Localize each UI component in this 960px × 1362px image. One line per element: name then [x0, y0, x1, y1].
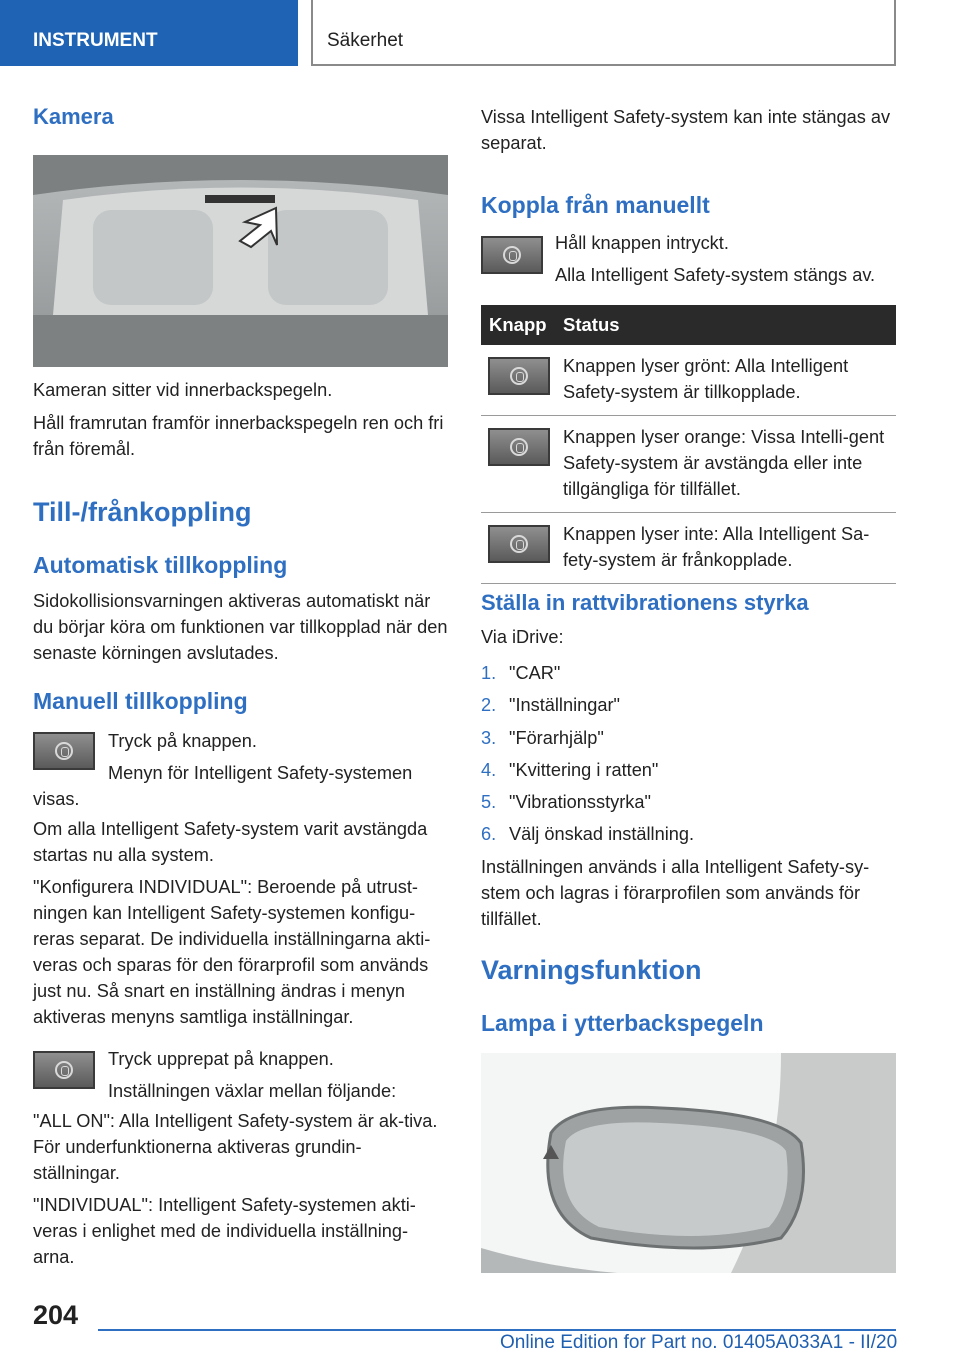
safety-button-image-2 [33, 1051, 95, 1089]
manuell-p2: Menyn för Intelligent Safety-systemen visas. [33, 763, 413, 809]
kamera-p2: Håll framrutan framför innerbackspegeln ren och fri från föremål. [33, 413, 444, 459]
koppla-p2: Alla Intelligent Safety-system stängs av. [555, 265, 876, 285]
status-cell: Knappen lyser grönt: Alla Intelligent Safety-system är tillkopplade. [555, 345, 896, 416]
individual-p: "INDIVIDUAL": Intelligent Safety-systemen akti-veras i enlighet med de individuella inställning-arna. [33, 1195, 416, 1267]
steps-list [481, 660, 896, 854]
footer-edition: Online Edition for Part no. 01405A033A1 - II/20 [500, 1332, 898, 1353]
table-row [481, 416, 896, 513]
lampa-heading: Lampa i ytterbackspegeln [481, 1010, 764, 1036]
intro-p: Vissa Intelligent Safety-system kan inte stängas av separat. [481, 107, 891, 153]
after-steps-p: Inställningen används i alla Intelligent Safety-sy-stem och lagras i förarprofilen som används för tillfället. [481, 857, 870, 929]
button-off-image [488, 525, 550, 563]
table-header-status: Status [555, 305, 896, 345]
automatisk-tillkoppling-heading: Automatisk tillkoppling [33, 552, 288, 578]
koppla-fran-heading: Koppla från manuellt [481, 192, 710, 218]
safety-button-icon [55, 1061, 73, 1079]
table-row [481, 345, 896, 416]
kamera-heading: Kamera [33, 104, 114, 129]
list-item: 5. "Vibrationsstyrka" [481, 792, 651, 813]
safety-button-icon [510, 535, 528, 553]
button-orange-image [488, 428, 550, 466]
table-row [481, 513, 896, 584]
safety-button-icon [510, 367, 528, 385]
automatisk-p: Sidokollisionsvarningen aktiveras automatiskt när du börjar köra om funktionen var tillkopplad när den senaste körningen avslutades. [33, 591, 448, 663]
header-section-tab: INSTRUMENT [0, 0, 298, 66]
camera-interior-image [33, 155, 448, 367]
list-item: 1. "CAR" [481, 663, 561, 683]
manuell-p1: Tryck på knappen. [108, 731, 257, 751]
list-item: 4. "Kvittering i ratten" [481, 759, 659, 780]
upprepa-p1: Tryck upprepat på knappen. [108, 1049, 334, 1069]
manuell-tillkoppling-heading: Manuell tillkoppling [33, 688, 248, 714]
mirror-image [481, 1053, 896, 1273]
safety-button-icon [510, 438, 528, 456]
list-item: 6. Välj önskad inställning. [481, 824, 695, 845]
header-topic: Säkerhet [311, 0, 896, 66]
status-table [481, 305, 896, 584]
allon-p: "ALL ON": Alla Intelligent Safety-system är ak-tiva. För underfunktionerna aktiveras grundin-ställningar. [33, 1111, 438, 1183]
kamera-p1: Kameran sitter vid innerbackspegeln. [33, 380, 333, 400]
button-green-image [488, 357, 550, 395]
status-cell: Knappen lyser inte: Alla Intelligent Sa-fety-system är frånkopplade. [555, 513, 896, 584]
list-item: 3. "Förarhjälp" [481, 727, 604, 748]
via-idrive: Via iDrive: [481, 627, 564, 647]
status-cell: Knappen lyser orange: Vissa Intelli-gent Safety-system är avstängda eller inte tillgängliga för tillfället. [555, 416, 896, 513]
safety-button-image-3 [481, 236, 543, 274]
list-item: 2. "Inställningar" [481, 695, 620, 716]
footer-rule [98, 1329, 896, 1331]
koppla-p1: Håll knappen intryckt. [555, 233, 729, 253]
table-header-knapp: Knapp [481, 305, 555, 345]
upprepa-p2: Inställningen växlar mellan följande: [108, 1081, 397, 1101]
safety-button-icon [55, 742, 73, 760]
manuell-p3: Om alla Intelligent Safety-system varit avstängda startas nu alla system. [33, 819, 428, 865]
varningsfunktion-heading: Varningsfunktion [481, 955, 702, 985]
stalla-in-heading: Ställa in rattvibrationens styrka [481, 590, 809, 615]
page-number: 204 [33, 1300, 79, 1330]
safety-button-icon [503, 246, 521, 264]
manuell-p4: "Konfigurera INDIVIDUAL": Beroende på utrust-ningen kan Intelligent Safety-systemen konfigu-reras separat. De individuella inställningarna akti-veras och sparas för den förarprofil som används just nu. Så snart en inställning ändras i menyn aktiveras menyns samtliga inställningar. [33, 877, 431, 1027]
till-frankoppling-heading: Till-/frånkoppling [33, 497, 252, 527]
